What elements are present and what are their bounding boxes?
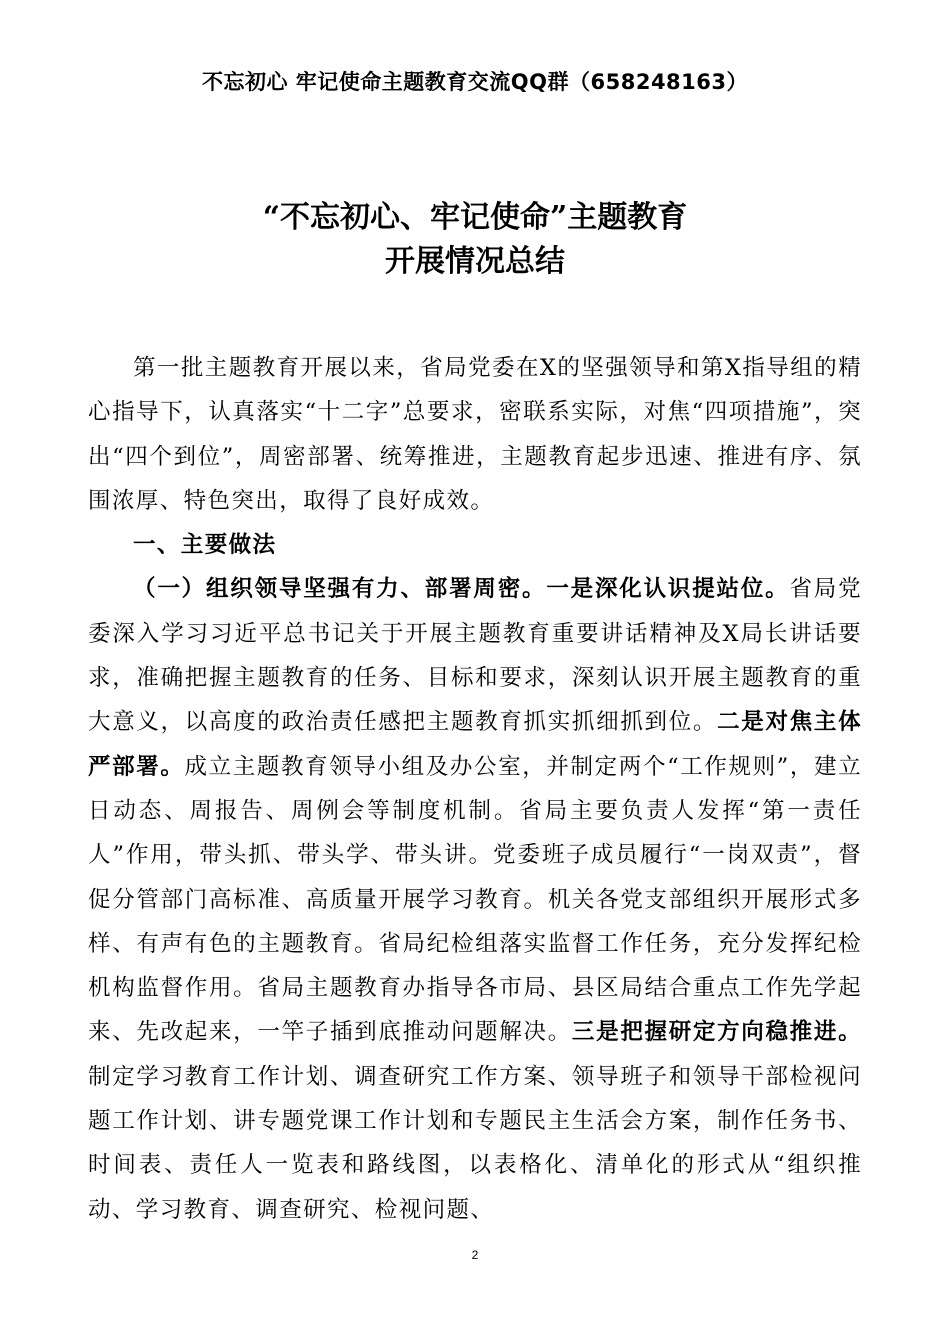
- subsection-paragraph: [88, 567, 862, 1231]
- document-title: [0, 196, 950, 284]
- point-text-1: 省局党委深入学习习近平总书记关于开展主题教育重要讲话精神及X局长讲话要求，准确把握主题教育的任务、目标和要求，深刻认识开展主题教育的重大意义，以高度的政治责任感把主题教育抓实抓细抓到位。: [88, 576, 862, 736]
- point-title-1: 一是深化认识提站位。: [546, 576, 790, 603]
- point-text-3: 制定学习教育工作计划、调查研究工作方案、领导班子和领导干部检视问题工作计划、讲专题党课工作计划和专题民主生活会方案，制作任务书、时间表、责任人一览表和路线图，以表格化、清单化的形式从“组织推动、学习教育、调查研究、检视问题、: [88, 1063, 862, 1223]
- title-line-1: “不忘初心、牢记使命”主题教育: [262, 200, 688, 235]
- point-title-2: 二是对焦主体严部署。: [88, 709, 862, 780]
- point-text-2: 成立主题教育领导小组及办公室，并制定两个“工作规则”，建立日动态、周报告、周例会等制度机制。省局主要负责人发挥“第一责任人”作用，带头抓、带头学、带头讲。党委班子成员履行“一岗双责”，督促分管部门高标准、高质量开展学习教育。机关各党支部组织开展形式多样、有声有色的主题教育。省局纪检组落实监督工作任务，充分发挥纪检机构监督作用。省局主题教育办指导各市局、县区局结合重点工作先学起来、先改起来，一竿子插到底推动问题解决。: [88, 753, 862, 1046]
- title-line-2: 开展情况总结: [385, 244, 565, 279]
- header-banner: 不忘初心 牢记使命主题教育交流QQ群（658248163）: [201, 70, 749, 94]
- point-title-3: 三是把握研定方向稳推进。: [571, 1019, 862, 1046]
- subsection-title: （一）组织领导坚强有力、部署周密。: [133, 576, 547, 603]
- section-heading: 一、主要做法: [133, 532, 277, 559]
- intro-paragraph: 第一批主题教育开展以来，省局党委在X的坚强领导和第X指导组的精心指导下，认真落实“十二字”总要求，密联系实际，对焦“四项措施”，突出“四个到位”，周密部署、统筹推进，主题教育起步迅速、推进有序、氛围浓厚、特色突出，取得了良好成效。: [88, 355, 862, 514]
- page-number: 2: [471, 1248, 479, 1262]
- document-body: [88, 346, 862, 1232]
